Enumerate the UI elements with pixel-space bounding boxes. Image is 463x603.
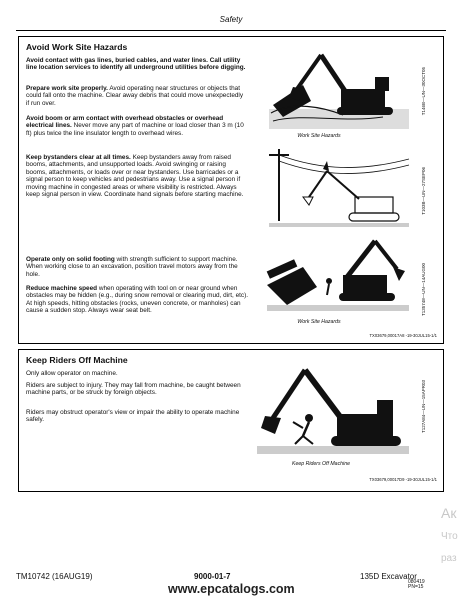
figure-code: T146B—UN—30OCT05 [421, 67, 426, 116]
caption-work-site-hazards: Work Site Hazards [297, 133, 341, 139]
paragraph-lead: Avoid boom or arm contact with overhead obstacles or overhead electrical lines. [26, 115, 224, 130]
paragraph-overhead-lines [26, 115, 248, 137]
paragraph-riders-view: Riders may obstruct operator's view or impair the ability to operate machine safely. [26, 409, 240, 424]
paragraph-rest: Keep bystanders away from raised booms, attachments, and unsupported loads. Avoid swinging or raising booms, attachments, or loads over or near bystanders. Use barricades or a signal person to keep vehicles and pedestrians away. Use a signal person if moving machine in congested areas or where visibility is restricted. Always keep signal person in view. Coordinate hand signals before starting machine. [26, 154, 244, 199]
paragraph-operator-only: Only allow operator on machine. [26, 370, 118, 377]
section-title: Avoid Work Site Hazards [26, 42, 128, 52]
paragraph-lead: Prepare work site properly. [26, 85, 108, 92]
overlay-text: Что [441, 531, 458, 542]
paragraph-rest: Avoid operating near structures or objects that could fall onto the machine. Clear away debris that could move unexpectedly if run over. [26, 85, 244, 107]
caption-keep-riders-off: Keep Riders Off Machine [292, 461, 350, 467]
header-title: Safety [219, 15, 243, 24]
paragraph-lead: Operate only on solid footing [26, 256, 115, 263]
excavator-excavation-edge-illustration [263, 235, 413, 315]
figure-code: T135748—UN—14AUG00 [421, 263, 426, 317]
section-title: Keep Riders Off Machine [26, 355, 128, 365]
section-keep-riders-off [18, 349, 444, 492]
footer-manual-id: TM10742 (16AUG19) [16, 572, 93, 581]
paragraph-lead: Reduce machine speed [26, 285, 98, 292]
footer-model: 135D Excavator [360, 572, 417, 581]
paragraph-rest: with strength sufficient to support machine. When working close to an excavation, position travel motors away from the hole. [26, 256, 238, 278]
overlay-text: раз [441, 553, 457, 564]
paragraph-lead: Keep bystanders clear at all times. [26, 154, 131, 161]
figure-code: T127A84—UN—15APR03 [421, 380, 426, 434]
paragraph-bystanders [26, 154, 248, 198]
footer-date-code: 080419 PN=15 [408, 579, 425, 590]
reference-code: TX03679,00017A8 -19-30JUL15-1/1 [369, 333, 437, 338]
watermark-text: www.epcatalogs.com [168, 582, 295, 596]
page-header [16, 12, 446, 31]
overlay-text: Ак [441, 505, 457, 521]
figure-code: T103B—UN—27SEP06 [421, 167, 426, 215]
paragraph-utilities [26, 57, 248, 72]
caption-work-site-hazards: Work Site Hazards [297, 319, 341, 325]
paragraph-riders-injury: Riders are subject to injury. They may fall from machine, be caught between machine parts, or be struck by foreign objects. [26, 382, 241, 397]
paragraph-prepare-site [26, 85, 248, 107]
reference-code: TX03679,00017D9 -19-30JUL15-1/1 [369, 477, 437, 482]
paragraph-solid-footing [26, 256, 248, 278]
excavator-buried-lines-illustration [263, 43, 413, 131]
excavator-overhead-wires-illustration [263, 141, 413, 233]
paragraph-machine-speed [26, 285, 248, 315]
paragraph-rest: when operating with tool on or near ground when obstacles may be hidden (e.g., during snow removal or clearing mud, dirt, etc). At high speeds, hitting obstacles (rocks, uneven concrete, or manholes) can cause a sudden stop. Always wear seat belt. [26, 285, 249, 315]
section-work-site-hazards [18, 36, 444, 344]
footer-page-number: 9000-01-7 [194, 572, 231, 581]
paragraph-lead: Avoid contact with gas lines, buried cables, and water lines. Call utility line location services to identify all underground utilities before digging. [26, 57, 246, 72]
paragraph-rest: Never move any part of machine or load closer than 3 m (10 ft) plus twice the line insulator length to overhead wires. [26, 122, 244, 137]
rider-falling-illustration [253, 356, 413, 462]
